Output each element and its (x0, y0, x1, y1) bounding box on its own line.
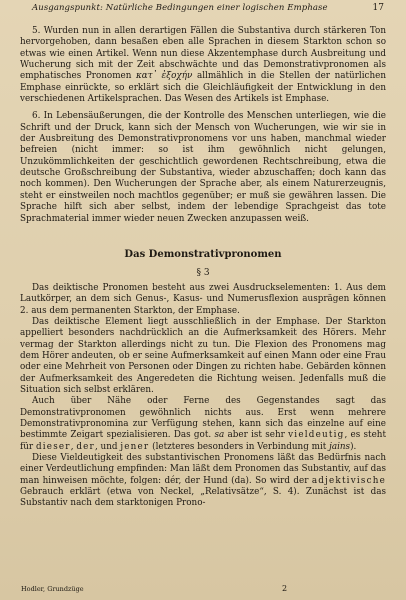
term-jener: jener (120, 441, 150, 452)
section-paragraph-3-text-g: ). (350, 441, 357, 452)
term-vieldeutig: vieldeutig (288, 430, 345, 441)
running-head (0, 3, 406, 15)
section-paragraph-3-text-f: (letzteres besonders in Verbindung mit (149, 441, 330, 452)
section-paragraph-1: Das deiktische Pronomen besteht aus zwei Ausdruckselementen: 1. Aus dem Lautkörper, an dem sich Genus-, Kasus- und Numerusflexion ausprägen können 2. aus dem permanenten Starkton, der Emphase. (20, 282, 386, 316)
page-number: 17 (372, 3, 384, 13)
running-head-title: Ausgangspunkt: Natürliche Bedingungen einer logischen Emphase (32, 3, 328, 13)
term-der: der (76, 441, 95, 452)
section-paragraph-mark: § 3 (196, 267, 210, 278)
term-sa: sa (214, 430, 225, 441)
term-jains: jains (329, 441, 351, 452)
greek-phrase: κατ᾽ ἐξοχήν (136, 71, 193, 82)
page-body (20, 26, 386, 510)
paragraph-6: 6. In Lebensäußerungen, die der Kontrolle des Menschen unterliegen, wie die Schrift und der Druck, kann sich der Mensch von Wucherungen, wie wir sie in der Ausbreitung des Demonstrativpronomens vor uns haben, manchmal wieder befreien (nicht immer: so ist ihm gewöhnlich nicht gelungen, Unzukömmlichkeiten der geschichtlich gewordenen Rechtschreibung, etwa die deutsche Großschreibung der Substantiva, wieder abzuschaffen; doch kann das noch kommen). Den Wucherungen der Sprache aber, als einem Naturerzeugnis, steht er einstweilen noch machtlos gegenüber; er muß sie gewähren lassen. Die Sprache hilft sich aber selbst, indem der lebendige Sprachgeist das tote Sprachmaterial immer wieder neuen Zwecken anzupassen weiß. (20, 111, 386, 224)
section-paragraph-3 (20, 396, 386, 453)
paragraph-5 (20, 26, 386, 105)
paragraph-5-text-a: 5. Wurden nun in allen derartigen Fällen die Substantiva durch stärkeren Ton hervorgehoben, dann besaßen eben alle Sprachen in diesem Starkton schon so etwas wie einen Artikel. Wenn nun diese Akzentemphase durch Ausbreitung und Wucherung sich mit der Zeit abschwächte und das Demonstrativpronomen als emphatisches Pronomen (20, 26, 386, 82)
footer-signature: Hodler, Grundzüge (21, 585, 84, 593)
term-adjektivische: adjektivische (311, 475, 386, 486)
term-dieser: dieser (35, 441, 71, 452)
page-footer (0, 584, 406, 596)
section-paragraph-3-text-c: , es steht für (20, 430, 386, 452)
section-paragraph-2: Das deiktische Element liegt ausschließlich in der Emphase. Der Starkton appelliert besonders nachdrücklich an die Aufmerksamkeit des Hörers. Mehr vermag der Starkton allerdings nicht zu tun. Die Flexion des Pronomens mag dem Hörer andeuten, ob er seine Aufmerksamkeit auf einen Mann oder eine Frau oder eine Mehrheit von Personen oder Dingen zu richten habe. Gebärden können der Aufmerksamkeit des Angeredeten die Richtung weisen. Jedenfalls muß die Situation sich selbst erklären. (20, 316, 386, 395)
section-paragraph-4-text-a: Diese Vieldeutigkeit des substantivischen Pronomens läßt das Bedürfnis nach einer Verdeutlichung empfinden: Man läßt dem Pronomen das Substantiv, auf das man hinweisen möchte, folgen: dér, der Hund (da). So wird der (20, 453, 386, 486)
section-paragraph-4 (20, 453, 386, 510)
section-paragraph-3-text-e: , und (94, 441, 121, 452)
section-paragraph-4-text-b: Gebrauch erklärt (etwa von Neckel, „Relativsätze“, S. 4). Zunächst ist das Substantiv nach dem starktonigen Prono- (20, 487, 386, 509)
section-title: Das Demonstrativpronomen (124, 248, 282, 260)
section-paragraph-3-text-a: Auch über Nähe oder Ferne des Gegenstandes sagt das Demonstrativpronomen gewöhnlich nichts aus. Erst wenn mehrere Demonstrativpronomina zur Verfügung stehen, kann sich das einzelne auf eine bestimmte Zeigart spezialisieren. Das got. (20, 396, 386, 441)
section-paragraph-3-text-d: , (70, 441, 77, 452)
paragraph-5-text-b: allmählich in die Stellen der natürlichen Emphase einrückte, so erklärt sich die Gleichläufigkeit der Entwicklung in den verschiedenen Artikelsprachen. Das Wesen des Artikels ist Emphase. (20, 71, 386, 105)
section-paragraph-3-text-b: aber ist sehr (224, 430, 289, 441)
footer-sheet-number: 2 (282, 584, 288, 593)
